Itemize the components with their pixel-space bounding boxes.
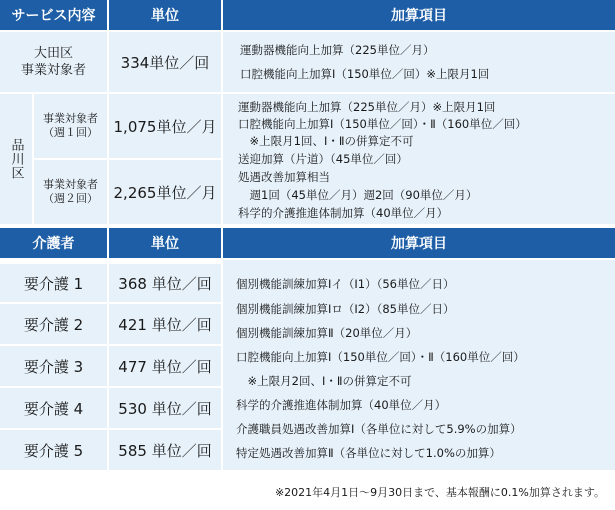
shinagawa-item: 科学的介護推進体制加算（40単位／月）: [238, 206, 449, 220]
ota-item: 口腔機能向上加算Ⅰ（150単位／回）※上限月1回: [240, 67, 490, 81]
row1-label-line1: 事業対象者: [43, 112, 98, 125]
shinagawa-row1-unit: 1,075単位／月: [109, 94, 221, 158]
row2-label-line1: 事業対象者: [43, 178, 98, 191]
care-level-label: 要介護 5: [0, 430, 107, 470]
shinagawa-row2-label: [34, 160, 107, 224]
care-item: 個別機能訓練加算Ⅰイ（Ⅰ1）（56単位／日）: [236, 277, 455, 291]
care-item: 特定処遇改善加算Ⅱ（各単位に対して1.0%の加算）: [236, 446, 501, 460]
row1-label-line2: （週１回）: [43, 126, 98, 139]
ota-unit: 334単位／回: [109, 32, 221, 92]
care-level-label: 要介護 4: [0, 388, 107, 428]
care-level-label: 要介護 1: [0, 264, 107, 302]
row2-label-line2: （週２回）: [43, 192, 98, 205]
ota-items-cell: [223, 32, 615, 92]
shinagawa-item: 口腔機能向上加算Ⅰ（150単位／回）・Ⅱ（160単位／回）: [238, 117, 527, 131]
care-level-unit: 421 単位／回: [109, 304, 221, 344]
header-service: サービス内容: [0, 0, 107, 30]
care-item: 口腔機能向上加算Ⅰ（150単位／回）・Ⅱ（160単位／回）: [236, 350, 525, 364]
care-item: 個別機能訓練加算Ⅱ（20単位／月）: [236, 326, 418, 340]
care-item: 科学的介護推進体制加算（40単位／月）: [236, 398, 447, 412]
header-addition: 加算項目: [223, 0, 615, 30]
care-level-label: 要介護 2: [0, 304, 107, 344]
ota-item: 運動器機能向上加算（225単位／月）: [240, 43, 435, 57]
shinagawa-item: 送迎加算（片道）（45単位／回）: [238, 152, 408, 166]
shinagawa-row2-unit: 2,265単位／月: [109, 160, 221, 224]
header-unit: 単位: [109, 0, 221, 30]
ota-name-line2: 事業対象者: [20, 63, 86, 78]
care-level-label: 要介護 3: [0, 346, 107, 386]
care-level-unit: 585 単位／回: [109, 430, 221, 470]
care-level-unit: 477 単位／回: [109, 346, 221, 386]
ota-name-line1: 大田区: [33, 46, 73, 61]
care-item: ※上限月2回、Ⅰ・Ⅱの併算定不可: [236, 374, 412, 388]
ota-label: [0, 32, 107, 92]
care-level-unit: 368 単位／回: [109, 264, 221, 302]
shinagawa-ward: 品川区: [0, 94, 32, 224]
care-item: 介護職員処遇改善加算Ⅰ（各単位に対して5.9%の加算）: [236, 422, 522, 436]
shinagawa-row1-label: [34, 94, 107, 158]
header-addition-2: 加算項目: [223, 228, 615, 258]
header-unit-2: 単位: [109, 228, 221, 258]
footnote: ※2021年4月1日～9月30日まで、基本報酬に0.1%加算されます。: [274, 486, 605, 499]
shinagawa-item: ※上限月1回、Ⅰ・Ⅱの併算定不可: [238, 134, 414, 148]
care-level-unit: 530 単位／回: [109, 388, 221, 428]
header-care: 介護者: [0, 228, 107, 258]
shinagawa-item: 週1回（45単位／月）週2回（90単位／月）: [238, 188, 478, 202]
shinagawa-item: 運動器機能向上加算（225単位／月）※上限月1回: [238, 100, 496, 114]
care-item: 個別機能訓練加算Ⅰロ（Ⅰ2）（85単位／日）: [236, 302, 455, 316]
shinagawa-item: 処遇改善加算相当: [238, 170, 330, 184]
